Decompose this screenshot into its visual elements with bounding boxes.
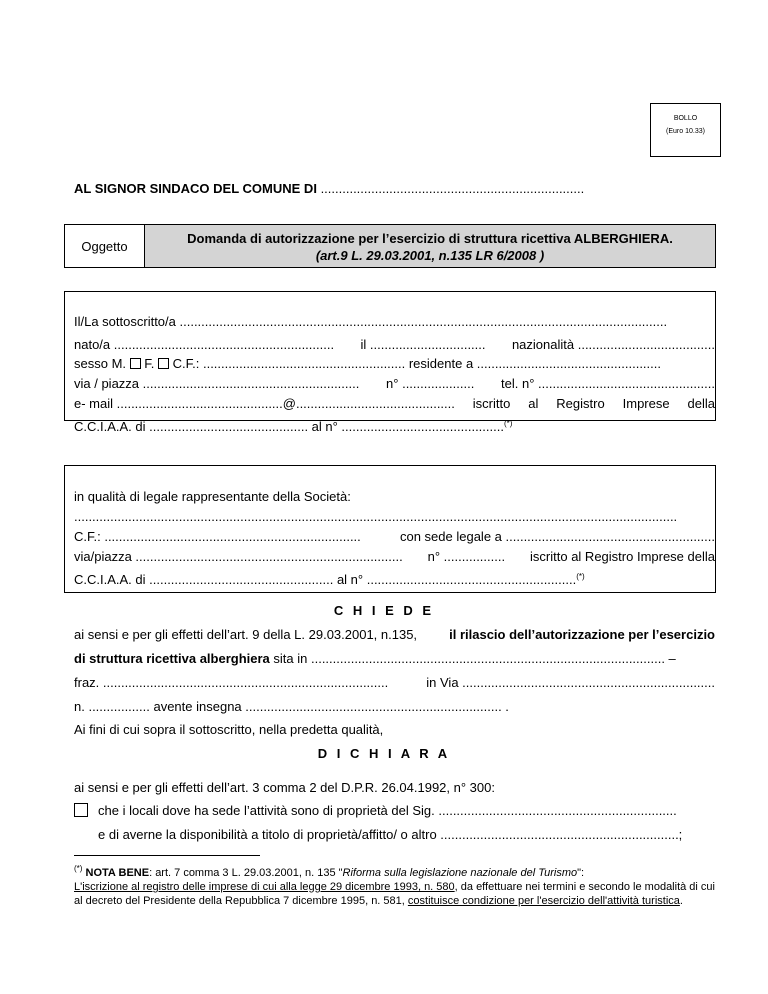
al-word: al <box>528 396 539 411</box>
cciaa-line <box>74 416 512 435</box>
footnote-text: . <box>679 895 683 907</box>
footnote-law-title: Riforma sulla legislazione nazionale del Turismo <box>342 867 578 879</box>
footnote-mark: (*) <box>74 864 83 873</box>
footnote-ref: (*) <box>576 572 585 581</box>
female-label: F. <box>144 356 155 371</box>
sesso-label: sesso M. <box>74 356 127 371</box>
oggetto-label: Oggetto <box>64 224 145 268</box>
nato-field[interactable]: nato/a ............................................................. <box>74 337 335 352</box>
chiede-paragraph-line2 <box>74 651 676 667</box>
struttura-type: di struttura ricettiva alberghiera <box>74 651 270 666</box>
birth-line <box>74 337 715 353</box>
company-via-field[interactable]: via/piazza .......................................................................... <box>74 549 403 564</box>
proprieta-checkbox[interactable] <box>74 803 88 817</box>
company-cciaa-field[interactable]: C.C.I.A.A. di ................................................... al n° .......................................................... <box>74 572 577 587</box>
footnote-text: , da effettuare nei termini e secondo le modalità di cui al decreto del Presidente della Repubblica 7 dicembre 1995, n. 581, <box>74 881 715 907</box>
footnote-ref: (*) <box>503 419 513 428</box>
footnote-text: : art. 7 comma 3 L. 29.03.2001, n. 135 " <box>149 867 343 879</box>
imprese-word: Imprese <box>622 396 670 411</box>
footnote-underlined-text: L'iscrizione al registro delle imprese di cui alla legge 29 dicembre 1993, n. 580 <box>74 881 455 893</box>
chiede-request: il rilascio dell’autorizzazione per l’esercizio <box>449 627 715 642</box>
della-word: della <box>687 396 715 411</box>
nota-bene-label: NOTA BENE <box>85 867 150 879</box>
sede-legale-field[interactable]: con sede legale a .......................................................... <box>399 529 715 544</box>
oggetto-subtitle: (art.9 L. 29.03.2001, n.135 LR 6/2008 ) <box>315 248 545 263</box>
footnote-separator <box>74 855 260 856</box>
frazione-field[interactable]: fraz. ............................................................................... <box>74 675 389 690</box>
dichiara-intro: ai sensi e per gli effetti dell’art. 3 comma 2 del D.P.R. 26.04.1992, n° 300: <box>74 780 495 795</box>
sex-cf-line <box>74 356 661 372</box>
civico-field[interactable]: n° .................... <box>386 376 475 391</box>
legal-rep-line: in qualità di legale rappresentante della Società: <box>74 489 351 504</box>
iscritto-word: iscritto <box>472 396 511 411</box>
bollo-label: BOLLO <box>673 115 698 122</box>
company-address-line <box>74 549 715 565</box>
tel-field[interactable]: tel. n° ................................................. <box>501 376 715 391</box>
footnote-text: ": <box>577 867 585 879</box>
proprieta-owner-field[interactable]: che i locali dove ha sede l’attività sono di proprietà del Sig. .................................................................. <box>98 803 677 818</box>
registro-word: Registro <box>556 396 605 411</box>
footnote-underlined-text: costituisce condizione per l'esercizio dell'attività turistica <box>407 895 680 907</box>
oggetto-box <box>144 224 716 268</box>
insegna-field[interactable]: n. ................. avente insegna ....................................................................... . <box>74 699 509 714</box>
company-civico-field[interactable]: n° ................. <box>427 549 506 564</box>
oggetto-title: Domanda di autorizzazione per l’esercizio di struttura ricettiva ALBERGHIERA. <box>187 231 673 246</box>
company-cf-line <box>74 529 715 545</box>
cciaa-field[interactable]: C.C.I.A.A. di ............................................ al n° ............................................. <box>74 419 504 434</box>
cf-residence-field[interactable]: C.F.: ........................................................ residente a ................................................... <box>172 356 661 371</box>
frazione-line <box>74 675 715 691</box>
bollo-box <box>650 103 721 157</box>
female-checkbox[interactable] <box>158 358 169 369</box>
birthdate-field[interactable]: il ................................ <box>360 337 486 352</box>
address-line <box>74 376 715 392</box>
comune-field[interactable]: ......................................................................... <box>320 181 585 196</box>
sita-in-field[interactable]: sita in .................................................................................................. – <box>273 651 676 666</box>
footnote <box>74 862 715 908</box>
company-cf-field[interactable]: C.F.: ....................................................................... <box>74 529 361 544</box>
addressee-heading <box>74 181 584 196</box>
company-cciaa-line <box>74 569 585 588</box>
chiede-text: ai sensi e per gli effetti dell’art. 9 della L. 29.03.2001, n.135, <box>74 627 418 642</box>
bollo-amount: (Euro 10.33) <box>666 128 705 135</box>
email-field[interactable]: e- mail ..............................................@............................................ <box>74 396 455 411</box>
disponibilita-field[interactable]: e di averne la disponibilità a titolo di proprietà/affitto/ o altro ..................................................................; <box>98 827 683 842</box>
dichiara-title: D I C H I A R A <box>317 746 451 761</box>
email-line <box>74 396 715 412</box>
struttura-via-field[interactable]: in Via ...................................................................... <box>426 675 715 690</box>
company-registro-text: iscritto al Registro Imprese della <box>530 549 715 564</box>
addressee-text: AL SIGNOR SINDACO DEL COMUNE DI <box>74 181 317 196</box>
chiede-paragraph-line1 <box>74 627 715 643</box>
via-field[interactable]: via / piazza ............................................................ <box>74 376 360 391</box>
predetta-qualita-text: Ai fini di cui sopra il sottoscritto, nella predetta qualità, <box>74 722 384 737</box>
sottoscritto-line[interactable]: Il/La sottoscritto/a ....................................................................................................................................... <box>74 314 668 329</box>
nazionalita-field[interactable]: nazionalità ...................................... <box>511 337 715 352</box>
societa-field[interactable]: ....................................................................................................................................................................... <box>74 509 678 524</box>
chiede-title: C H I E D E <box>333 603 435 618</box>
male-checkbox[interactable] <box>130 358 141 369</box>
